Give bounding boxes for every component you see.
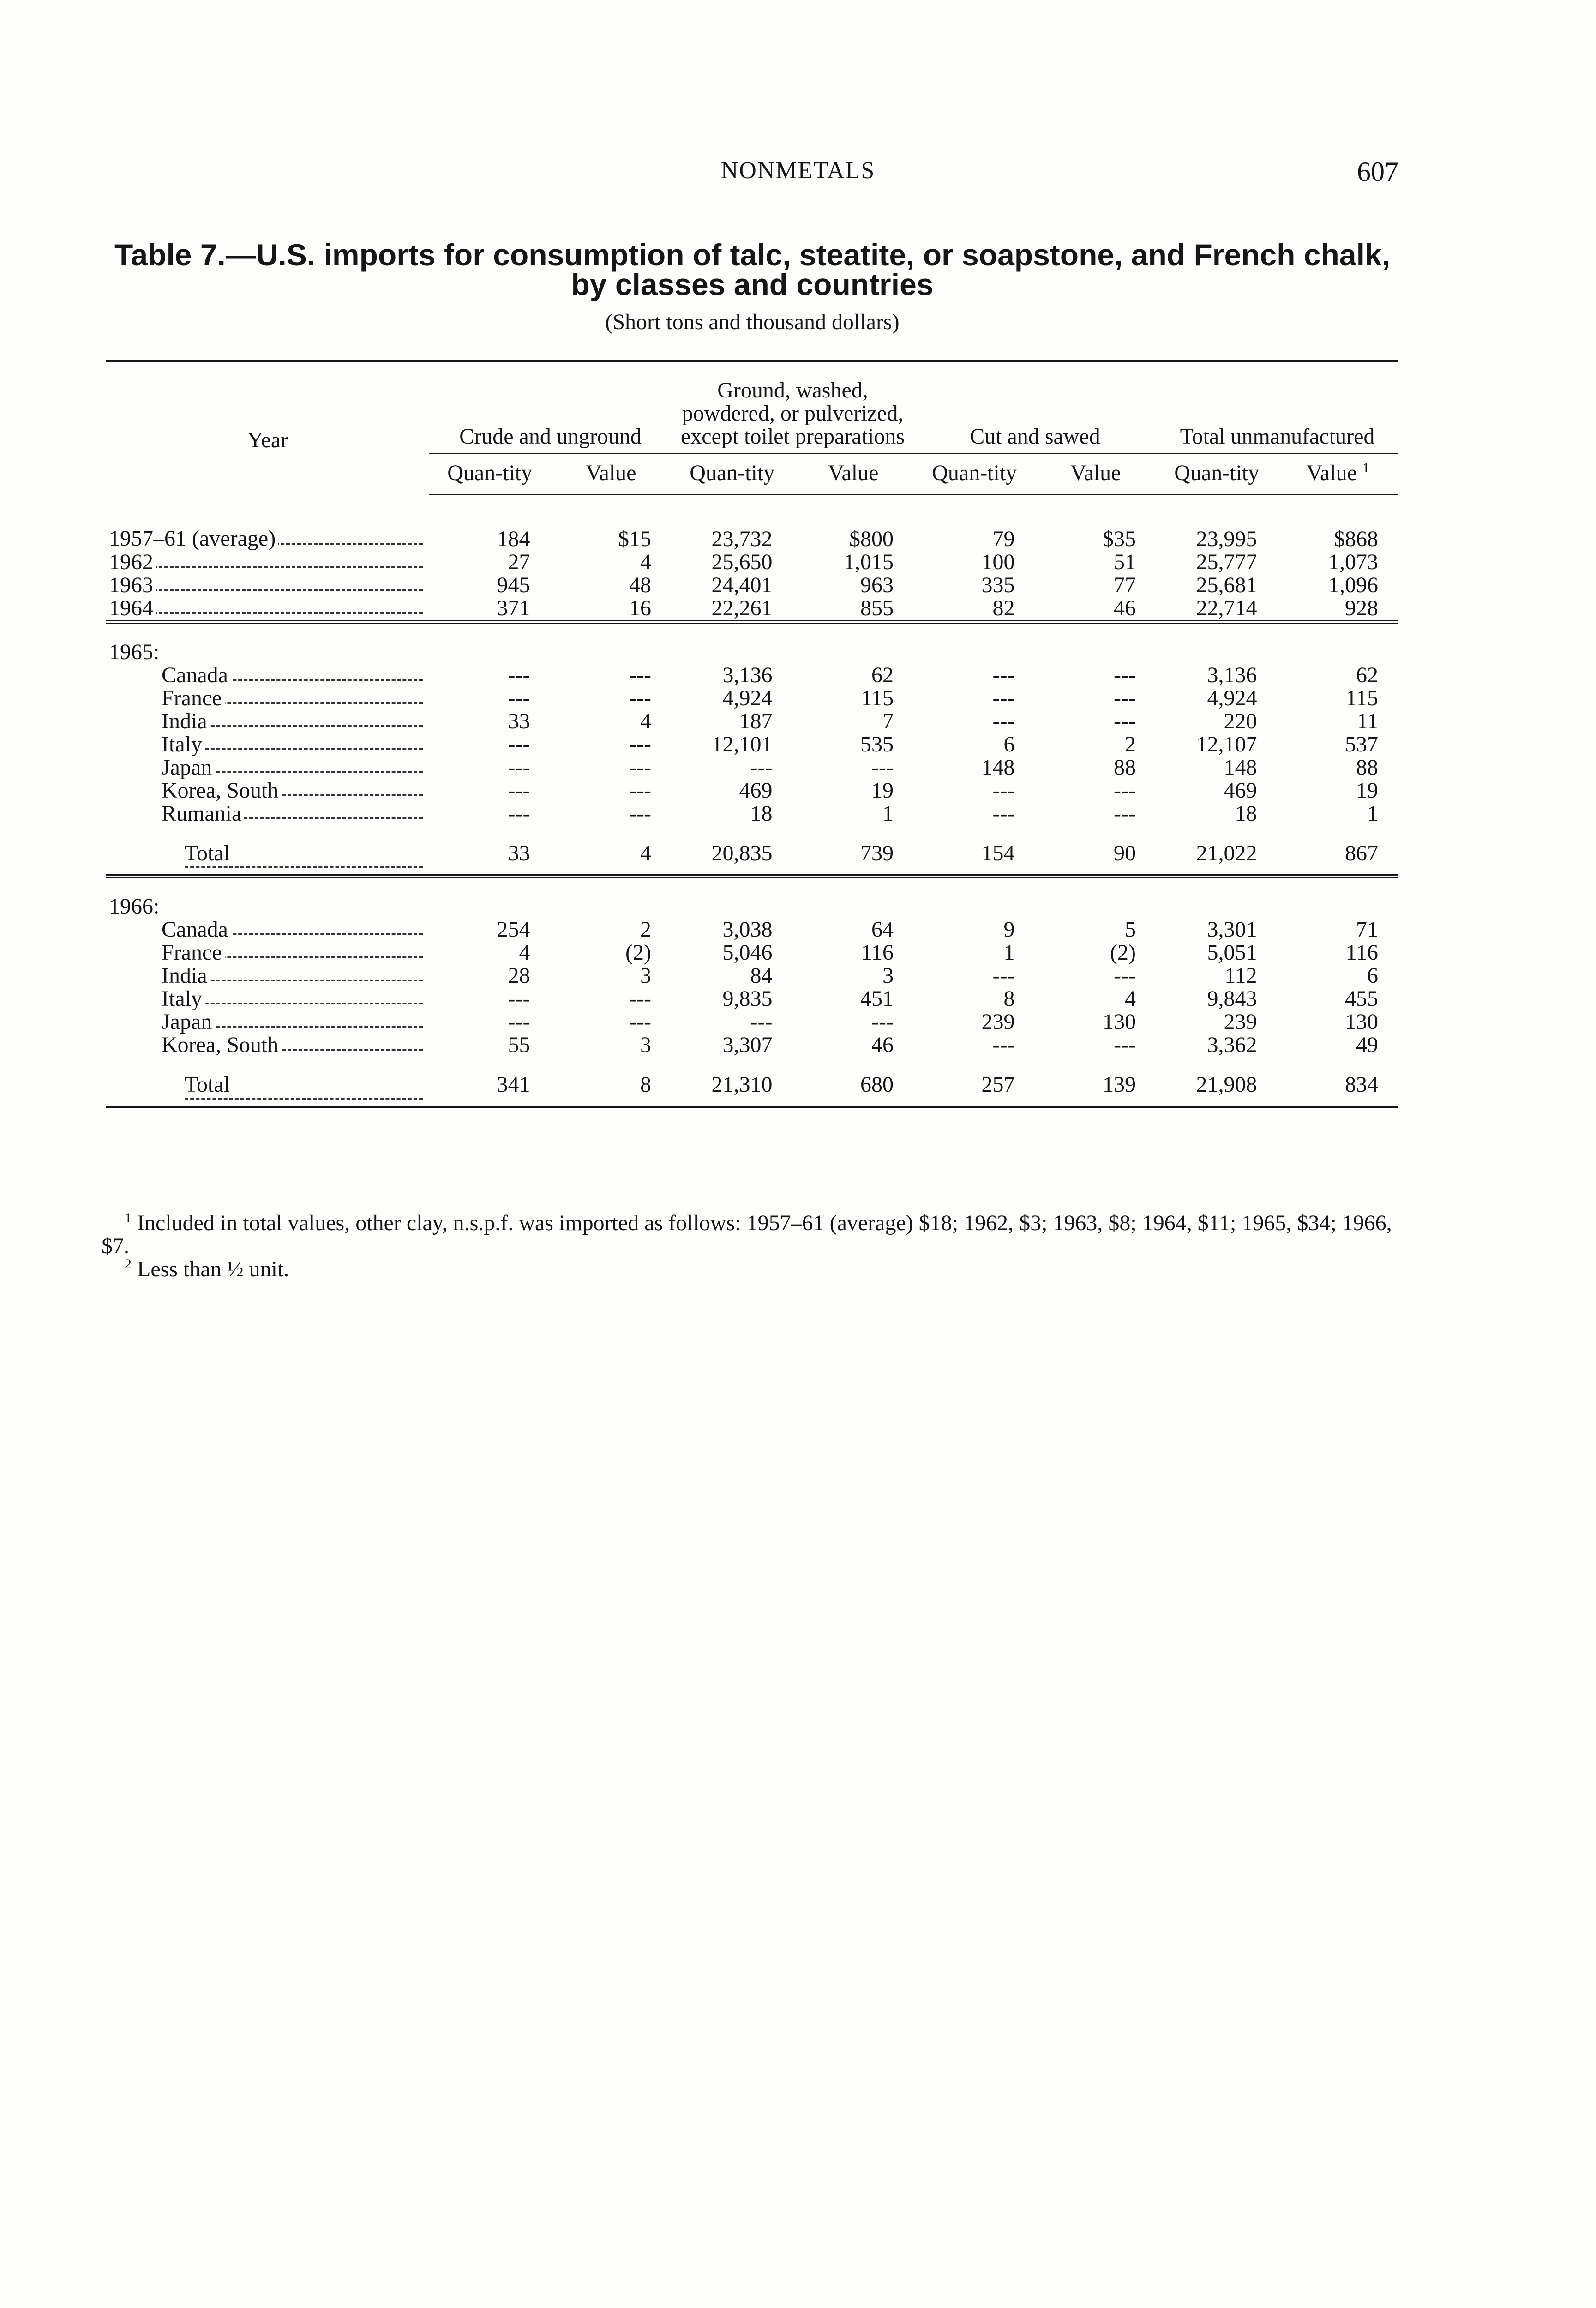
row-label: [106, 574, 429, 597]
table-cell: 84: [750, 963, 773, 988]
imports-table-container: [106, 360, 1398, 1108]
table-cell: 7: [882, 709, 894, 733]
table-cell: ---: [508, 755, 530, 780]
table-cell: 1,096: [1328, 573, 1378, 597]
table-cell: 5,051: [1207, 940, 1257, 965]
table-cell: 116: [861, 940, 894, 965]
table-cell: 2: [1125, 732, 1136, 757]
table-cell: 90: [1114, 841, 1136, 866]
row-label: [106, 987, 429, 1010]
row-label: [106, 551, 429, 574]
table-cell: ---: [871, 1010, 894, 1034]
table-cell: 154: [981, 841, 1015, 866]
table-cell: 220: [1224, 709, 1257, 733]
table-cell: 115: [1345, 686, 1378, 710]
table-cell: (2): [625, 940, 651, 965]
row-label-text: Korea, South: [162, 779, 281, 802]
table-cell: 3,301: [1207, 917, 1257, 942]
table-cell: 239: [981, 1010, 1015, 1034]
row-label: [106, 495, 429, 551]
row-label: [106, 664, 429, 687]
row-label-text: India: [162, 710, 210, 733]
table-cell: 11: [1356, 709, 1378, 733]
table-cell: 22,714: [1196, 596, 1257, 620]
table-row: [106, 551, 1398, 574]
total-row: [106, 1057, 1398, 1107]
row-label-text: 1963: [109, 574, 156, 597]
table-cell: 112: [1224, 963, 1257, 988]
row-label: [106, 779, 429, 802]
table-cell: 139: [1103, 1072, 1136, 1097]
table-cell: 33: [508, 709, 530, 733]
table-cell: ---: [992, 778, 1015, 803]
table-cell: 254: [497, 917, 530, 942]
table-row: [106, 987, 1398, 1010]
table-title: [106, 240, 1398, 299]
row-label-text: Total: [185, 841, 233, 866]
table-cell: 82: [992, 596, 1015, 620]
table-cell: 3,362: [1207, 1033, 1257, 1057]
row-label-text: 1964: [109, 597, 156, 620]
group-header-cut: Cut and sawed: [914, 362, 1156, 454]
table-body: [106, 495, 1398, 1108]
row-label: [106, 710, 429, 733]
table-cell: (2): [1110, 940, 1136, 965]
table-cell: ---: [508, 801, 530, 826]
value-header: Value: [1035, 454, 1157, 495]
table-cell: 4: [1125, 986, 1136, 1011]
table-cell: $35: [1103, 527, 1136, 551]
table-cell: 19: [871, 778, 894, 803]
table-cell: 1,015: [844, 550, 894, 574]
table-cell: 100: [981, 550, 1015, 574]
value-header-label: Value: [1306, 461, 1357, 485]
table-row: [106, 802, 1398, 825]
table-cell: 4: [640, 841, 651, 866]
table-cell: 19: [1356, 778, 1378, 803]
table-cell: 3: [640, 1033, 651, 1057]
table-cell: ---: [508, 778, 530, 803]
page-number: 607: [1357, 156, 1398, 187]
table-cell: 9,835: [722, 986, 773, 1011]
table-cell: 187: [739, 709, 773, 733]
table-cell: 23,995: [1196, 527, 1257, 551]
table-cell: 537: [1345, 732, 1378, 757]
table-cell: ---: [1114, 686, 1136, 710]
row-label-text: France: [162, 941, 225, 964]
table-cell: 20,835: [711, 841, 773, 866]
table-cell: ---: [508, 732, 530, 757]
footnote-1-text: Included in total values, other clay, n.s.p.f. was imported as follows: 1957–61 (average) $18; 1962, $3; 1963, $8; 1964, $11; 1965, $34; 1966, $7.: [102, 1211, 1392, 1258]
table-cell: 945: [497, 573, 530, 597]
table-row: [106, 597, 1398, 622]
table-cell: 1: [1367, 801, 1378, 826]
table-cell: 130: [1345, 1010, 1378, 1034]
table-cell: 455: [1345, 986, 1378, 1011]
table-cell: ---: [992, 663, 1015, 687]
group-header-crude: Crude and unground: [429, 362, 672, 454]
table-cell: 55: [508, 1033, 530, 1057]
table-cell: 2: [640, 917, 651, 942]
row-label: [106, 941, 429, 964]
running-head: NONMETALS: [720, 157, 876, 184]
table-cell: 24,401: [711, 573, 773, 597]
table-cell: 451: [860, 986, 894, 1011]
table-cell: 4,924: [722, 686, 773, 710]
table-cell: 3: [640, 963, 651, 988]
table-cell: $15: [618, 527, 651, 551]
table-cell: ---: [508, 663, 530, 687]
table-cell: ---: [1114, 801, 1136, 826]
table-row: [106, 941, 1398, 964]
table-cell: 855: [860, 596, 894, 620]
table-cell: 64: [871, 917, 894, 942]
table-cell: 1: [882, 801, 894, 826]
table-cell: 1: [1003, 940, 1015, 965]
table-cell: 22,261: [711, 596, 773, 620]
table-cell: 25,681: [1196, 573, 1257, 597]
table-cell: 49: [1356, 1033, 1378, 1057]
table-cell: ---: [629, 686, 651, 710]
table-cell: 8: [640, 1072, 651, 1097]
table-cell: $868: [1334, 527, 1378, 551]
table-cell: ---: [508, 986, 530, 1011]
table-cell: 335: [981, 573, 1015, 597]
table-cell: ---: [1114, 709, 1136, 733]
table-cell: 23,732: [711, 527, 773, 551]
table-cell: 680: [860, 1072, 894, 1097]
table-cell: 3,136: [722, 663, 773, 687]
table-cell: ---: [1114, 1033, 1136, 1057]
table-cell: ---: [629, 755, 651, 780]
table-cell: ---: [1114, 663, 1136, 687]
footnote-2: [102, 1258, 1403, 1281]
table-cell: ---: [1114, 778, 1136, 803]
table-cell: 88: [1356, 755, 1378, 780]
row-label-text: Total: [185, 1072, 233, 1097]
group-header-ground: Ground, washed, powdered, or pulverized, except toilet preparations: [672, 362, 914, 454]
section-heading-row: [106, 878, 1398, 918]
table-cell: 469: [1224, 778, 1257, 803]
table-cell: 148: [1224, 755, 1257, 780]
table-cell: 4,924: [1207, 686, 1257, 710]
table-row: [106, 733, 1398, 756]
table-cell: 3: [882, 963, 894, 988]
row-label: [106, 756, 429, 779]
table-cell: ---: [992, 801, 1015, 826]
table-cell: 28: [508, 963, 530, 988]
table-title-line1: Table 7.—U.S. imports for consumption of talc, steatite, or soapstone, and French chalk,: [114, 238, 1390, 272]
value-header: Value: [793, 454, 914, 495]
table-cell: 12,101: [711, 732, 773, 757]
table-cell: ---: [508, 686, 530, 710]
table-cell: ---: [1114, 963, 1136, 988]
table-cell: 18: [750, 801, 773, 826]
row-label: [106, 964, 429, 987]
table-cell: 12,107: [1196, 732, 1257, 757]
table-row: [106, 710, 1398, 733]
table-row: [106, 1034, 1398, 1057]
table-cell: 5,046: [722, 940, 773, 965]
footnote-2-text: Less than ½ unit.: [137, 1257, 289, 1281]
section-heading-row: [106, 624, 1398, 664]
table-cell: 9: [1003, 917, 1015, 942]
table-cell: ---: [992, 963, 1015, 988]
table-cell: 77: [1114, 573, 1136, 597]
table-cell: ---: [629, 732, 651, 757]
row-label: [106, 733, 429, 756]
table-cell: ---: [992, 1033, 1015, 1057]
table-end-rule: [106, 1107, 1398, 1108]
table-row: [106, 964, 1398, 987]
table-cell: 21,908: [1196, 1072, 1257, 1097]
group-header-total: Total unmanufactured: [1156, 362, 1398, 454]
table-cell: 341: [497, 1072, 530, 1097]
footnote-1-mark: 1: [125, 1210, 132, 1226]
table-row: [106, 574, 1398, 597]
table-cell: 739: [860, 841, 894, 866]
row-label-text: Japan: [162, 756, 215, 779]
table-cell: 46: [871, 1033, 894, 1057]
table-cell: ---: [750, 1010, 773, 1034]
table-cell: 25,777: [1196, 550, 1257, 574]
row-label-text: 1962: [109, 551, 156, 574]
table-cell: 115: [861, 686, 894, 710]
quantity-header: Quan-tity: [914, 454, 1035, 495]
table-cell: 3,136: [1207, 663, 1257, 687]
table-cell: ---: [508, 1010, 530, 1034]
table-cell: 88: [1114, 755, 1136, 780]
table-cell: 6: [1367, 963, 1378, 988]
table-row: [106, 779, 1398, 802]
table-cell: ---: [871, 755, 894, 780]
table-cell: 62: [871, 663, 894, 687]
table-cell: 928: [1345, 596, 1378, 620]
footnote-2-mark: 2: [125, 1256, 132, 1272]
quantity-header: Quan-tity: [1156, 454, 1278, 495]
row-label-text: India: [162, 964, 210, 987]
table-cell: 867: [1345, 841, 1378, 866]
table-cell: 48: [629, 573, 651, 597]
table-cell: 16: [629, 596, 651, 620]
row-label: [106, 825, 429, 877]
table-cell: 79: [992, 527, 1015, 551]
table-cell: 6: [1003, 732, 1015, 757]
row-label-text: Canada: [162, 664, 231, 687]
row-label-text: 1957–61 (average): [109, 526, 278, 551]
table-cell: 18: [1235, 801, 1257, 826]
table-cell: 3,038: [722, 917, 773, 942]
imports-table: [106, 360, 1398, 1108]
table-cell: 4: [640, 709, 651, 733]
table-cell: 116: [1345, 940, 1378, 965]
row-label-text: Japan: [162, 1010, 215, 1034]
table-row: [106, 687, 1398, 710]
row-label-text: Rumania: [162, 802, 244, 825]
table-cell: 62: [1356, 663, 1378, 687]
table-cell: ---: [992, 686, 1015, 710]
table-cell: 33: [508, 841, 530, 866]
table-units: (Short tons and thousand dollars): [605, 310, 900, 334]
section-year: 1966:: [109, 894, 160, 918]
quantity-header: Quan-tity: [672, 454, 793, 495]
row-label: [106, 802, 429, 825]
year-header: Year: [247, 428, 288, 453]
table-cell: 71: [1356, 917, 1378, 942]
table-cell: 25,650: [711, 550, 773, 574]
table-cell: $800: [849, 527, 894, 551]
table-cell: 130: [1103, 1010, 1136, 1034]
footnotes: [102, 1212, 1403, 1281]
table-cell: ---: [629, 778, 651, 803]
table-cell: 27: [508, 550, 530, 574]
value-header: Value: [551, 454, 672, 495]
row-label-text: Italy: [162, 733, 205, 756]
table-cell: 4: [640, 550, 651, 574]
table-cell: 834: [1345, 1072, 1378, 1097]
row-label: [106, 1034, 429, 1057]
row-label: [106, 597, 429, 622]
table-cell: 51: [1114, 550, 1136, 574]
table-cell: 184: [497, 527, 530, 551]
table-cell: ---: [992, 709, 1015, 733]
table-row: [106, 495, 1398, 551]
table-cell: ---: [629, 1010, 651, 1034]
row-label: [106, 1010, 429, 1034]
table-title-line2: by classes and countries: [571, 267, 934, 301]
table-cell: ---: [629, 801, 651, 826]
total-row: [106, 825, 1398, 877]
section-year: 1965:: [109, 640, 160, 664]
table-cell: ---: [750, 755, 773, 780]
table-cell: 9,843: [1207, 986, 1257, 1011]
row-label: [106, 918, 429, 941]
table-row: [106, 918, 1398, 941]
footnote-mark: 1: [1362, 460, 1369, 475]
table-cell: 257: [981, 1072, 1015, 1097]
row-label-text: Italy: [162, 987, 205, 1010]
table-cell: 469: [739, 778, 773, 803]
table-cell: 21,022: [1196, 841, 1257, 866]
table-cell: ---: [629, 986, 651, 1011]
table-cell: 239: [1224, 1010, 1257, 1034]
table-row: [106, 1010, 1398, 1034]
table-cell: 8: [1003, 986, 1015, 1011]
table-cell: 1,073: [1328, 550, 1378, 574]
table-cell: 46: [1114, 596, 1136, 620]
quantity-header: Quan-tity: [429, 454, 551, 495]
table-cell: ---: [629, 663, 651, 687]
footnote-1: [102, 1212, 1403, 1258]
table-row: [106, 756, 1398, 779]
row-label-text: Korea, South: [162, 1034, 281, 1057]
table-cell: 963: [860, 573, 894, 597]
value-header-total: [1278, 454, 1399, 495]
row-label: [106, 1057, 429, 1107]
table-cell: 371: [497, 596, 530, 620]
table-cell: 5: [1125, 917, 1136, 942]
table-row: [106, 664, 1398, 687]
table-cell: 21,310: [711, 1072, 773, 1097]
table-cell: 4: [519, 940, 530, 965]
table-cell: 3,307: [722, 1033, 773, 1057]
row-label: [106, 687, 429, 710]
table-cell: 535: [860, 732, 894, 757]
table-cell: 148: [981, 755, 1015, 780]
row-label-text: France: [162, 687, 225, 710]
row-label-text: Canada: [162, 918, 231, 941]
